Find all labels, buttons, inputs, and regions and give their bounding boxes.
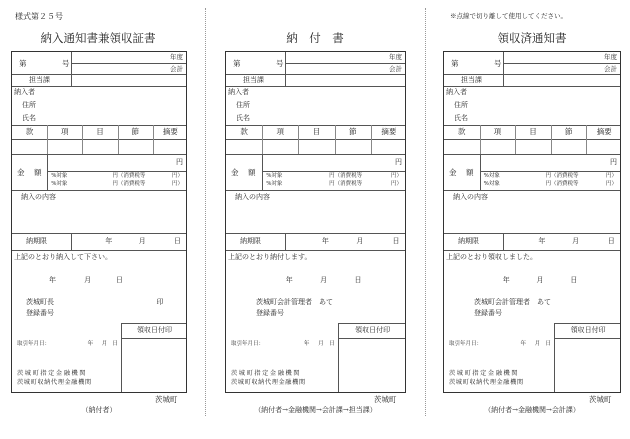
amount-label-kin: 金 <box>449 168 457 177</box>
receipt-stamp-area <box>554 339 620 392</box>
issuer-name: 茨城町長 <box>26 298 54 306</box>
transaction-date-label: 取引年月日： <box>449 341 483 347</box>
divider <box>444 74 620 75</box>
deadline-month: 月 <box>572 237 580 245</box>
tax-row-1-close: 円） <box>605 173 617 179</box>
receipt-stamp-area <box>338 339 405 392</box>
transaction-year: 年 <box>303 341 310 347</box>
divider <box>444 125 620 126</box>
registration-label: 登録番号 <box>256 309 284 317</box>
transaction-date-label: 取引年月日： <box>231 341 265 347</box>
tax-row-1-label: %対象 <box>266 173 283 179</box>
form-title: 領収済通知書 <box>497 31 567 45</box>
divider <box>480 171 620 172</box>
col-tekiyo-header: 摘要 <box>596 127 612 136</box>
routing-note: （納付者→金融機関→会計課→担当課） <box>254 406 377 414</box>
divider <box>554 323 620 324</box>
town-name: 茨城町 <box>374 395 397 404</box>
transaction-month: 月 <box>101 341 108 347</box>
tax-row-1-label: %対象 <box>483 173 500 179</box>
statement-text: 上記のとおり領収しました。 <box>446 253 537 261</box>
deadline-year: 年 <box>321 237 329 245</box>
tax-row-1-yen: 円（消費税等 <box>329 173 363 179</box>
address-label: 住所 <box>236 101 250 109</box>
divider <box>285 52 286 86</box>
divider <box>12 250 186 251</box>
transaction-year: 年 <box>520 341 527 347</box>
divider <box>12 233 186 234</box>
name-label: 氏名 <box>454 114 468 122</box>
registration-label: 登録番号 <box>26 309 54 317</box>
tax-row-2-close: 円） <box>171 181 183 187</box>
deadline-label: 納期限 <box>458 237 479 245</box>
col-moku-header: 目 <box>529 127 537 136</box>
divider <box>515 125 516 154</box>
tax-row-1-label: %対象 <box>51 173 68 179</box>
bank-designated: 茨城町指定金融機関 <box>449 370 520 377</box>
tax-row-1-close: 円） <box>390 173 402 179</box>
divider <box>586 125 587 154</box>
col-moku-header: 目 <box>96 127 104 136</box>
number-prefix-label: 第 <box>451 59 459 68</box>
amount-label-kin: 金 <box>17 168 25 177</box>
number-prefix-label: 第 <box>233 59 241 68</box>
transaction-day: 日 <box>545 341 551 347</box>
deadline-month: 月 <box>356 237 364 245</box>
name-label: 氏名 <box>22 114 36 122</box>
tax-row-2-label: %対象 <box>51 181 68 187</box>
transaction-month: 月 <box>318 341 324 347</box>
divider <box>226 125 405 126</box>
transaction-month: 月 <box>534 341 541 347</box>
divider <box>226 86 405 87</box>
account-label: 会計 <box>170 65 183 73</box>
tax-row-2-close: 円） <box>605 181 617 187</box>
transaction-year: 年 <box>87 341 94 347</box>
amount-label-gaku: 額 <box>34 168 42 177</box>
col-moku-header: 目 <box>312 127 321 136</box>
number-suffix-label: 号 <box>276 59 284 68</box>
issuer-name: 茨城町会計管理者 あて <box>474 298 551 306</box>
receipt-stamp-area <box>121 339 186 392</box>
divider <box>47 171 186 172</box>
content-label: 納入の内容 <box>453 193 488 201</box>
amount-yen: 円 <box>610 158 617 166</box>
name-label: 氏名 <box>236 114 250 122</box>
divider <box>226 139 405 140</box>
divider <box>71 63 186 64</box>
content-label: 納入の内容 <box>235 193 270 201</box>
payer-label: 納入者 <box>228 88 249 96</box>
divider <box>285 63 405 64</box>
col-tekiyo-header: 摘要 <box>381 127 397 136</box>
divider <box>298 125 299 154</box>
fiscal-year-label: 年度 <box>389 53 402 61</box>
tax-row-2-yen: 円（消費税等 <box>545 181 579 187</box>
divider <box>47 125 48 154</box>
department-label: 担当課 <box>461 76 482 84</box>
divider <box>226 74 405 75</box>
bank-designated: 茨城町指定金融機関 <box>17 370 88 377</box>
divider <box>262 171 405 172</box>
divider <box>12 154 186 155</box>
divider <box>444 154 620 155</box>
town-name: 茨城町 <box>589 395 612 404</box>
number-suffix-label: 号 <box>494 59 502 68</box>
divider <box>335 125 336 154</box>
tax-row-1-yen: 円（消費税等 <box>545 173 579 179</box>
form-title: 納 付 書 <box>286 31 344 45</box>
seal-mark: 印 <box>156 298 164 306</box>
issue-year: 年 <box>48 276 56 284</box>
col-kou-header: 項 <box>276 127 285 136</box>
col-tekiyo-header: 摘要 <box>162 127 178 136</box>
divider <box>118 125 119 154</box>
payer-label: 納入者 <box>14 88 35 96</box>
tax-row-2-close: 円） <box>390 181 402 187</box>
transaction-day: 日 <box>329 341 335 347</box>
divider <box>262 125 263 154</box>
divider <box>12 125 186 126</box>
stamp-header: 領収日付印 <box>137 326 173 334</box>
col-kan-header: 款 <box>25 127 34 136</box>
divider <box>503 52 504 86</box>
divider <box>503 233 504 250</box>
amount-label-gaku: 額 <box>248 168 256 177</box>
town-name: 茨城町 <box>155 395 178 404</box>
issue-year: 年 <box>285 276 293 284</box>
amount-label-kin: 金 <box>231 168 239 177</box>
col-kan-header: 款 <box>458 127 466 136</box>
content-label: 納入の内容 <box>21 193 56 201</box>
divider <box>153 125 154 154</box>
issue-month: 月 <box>536 276 544 284</box>
col-setsu-header: 節 <box>131 127 139 136</box>
stamp-header: 領収日付印 <box>355 326 391 334</box>
deadline-month: 月 <box>138 237 146 245</box>
amount-yen: 円 <box>176 158 183 166</box>
divider <box>444 190 620 191</box>
stamp-header: 領収日付印 <box>570 326 606 334</box>
tax-row-2-yen: 円（消費税等 <box>112 181 146 187</box>
deadline-label: 納期限 <box>240 237 261 245</box>
cut-notice: ※点線で切り離して使用してください。 <box>450 12 567 20</box>
statement-text: 上記のとおり納付します。 <box>228 253 312 261</box>
transaction-day: 日 <box>112 341 118 347</box>
tax-row-1-yen: 円（消費税等 <box>112 173 146 179</box>
divider <box>480 125 481 154</box>
divider <box>71 233 72 250</box>
form-title: 納入通知書兼領収証書 <box>40 31 156 45</box>
tax-row-2-yen: 円（消費税等 <box>329 181 363 187</box>
statement-text: 上記のとおり納入して下さい。 <box>14 253 112 261</box>
divider <box>71 52 72 86</box>
bank-agent: 茨城町収納代理金融機関 <box>17 379 92 386</box>
tax-row-2-label: %対象 <box>266 181 283 187</box>
divider <box>285 233 286 250</box>
fiscal-year-label: 年度 <box>604 53 617 61</box>
divider <box>226 154 405 155</box>
form-number: 様式第２５号 <box>15 12 63 21</box>
divider <box>12 74 186 75</box>
divider <box>226 190 405 191</box>
issue-day: 日 <box>115 276 123 284</box>
issuer-name: 茨城町会計管理者 あて <box>256 298 333 306</box>
divider <box>262 154 263 190</box>
account-label: 会計 <box>604 65 617 73</box>
divider <box>444 139 620 140</box>
divider <box>82 125 83 154</box>
col-kou-header: 項 <box>61 127 69 136</box>
amount-yen: 円 <box>395 158 402 166</box>
bank-agent: 茨城町収納代理金融機関 <box>231 379 306 386</box>
deadline-year: 年 <box>538 237 546 245</box>
routing-note: （納付者） <box>81 406 117 414</box>
tax-row-1-close: 円） <box>171 173 183 179</box>
issue-month: 月 <box>84 276 92 284</box>
col-setsu-header: 節 <box>348 127 357 136</box>
deadline-day: 日 <box>607 237 615 245</box>
deadline-day: 日 <box>392 237 400 245</box>
divider <box>444 86 620 87</box>
issue-day: 日 <box>570 276 578 284</box>
cut-line-right <box>425 8 426 416</box>
divider <box>47 154 48 190</box>
form-frame <box>11 51 187 393</box>
registration-label: 登録番号 <box>474 309 502 317</box>
divider <box>226 250 405 251</box>
col-kan-header: 款 <box>240 127 248 136</box>
issue-year: 年 <box>502 276 510 284</box>
divider <box>551 125 552 154</box>
account-label: 会計 <box>389 65 402 73</box>
tax-row-2-label: %対象 <box>483 181 500 187</box>
issue-day: 日 <box>354 276 362 284</box>
bank-designated: 茨城町指定金融機関 <box>231 370 302 377</box>
col-kou-header: 項 <box>493 127 502 136</box>
bank-agent: 茨城町収納代理金融機関 <box>449 379 524 386</box>
divider <box>121 323 186 324</box>
divider <box>503 63 620 64</box>
transaction-date-label: 取引年月日： <box>17 341 51 347</box>
cut-line-left <box>205 8 206 416</box>
divider <box>338 323 405 324</box>
divider <box>12 190 186 191</box>
deadline-year: 年 <box>105 237 113 245</box>
form-frame <box>225 51 406 393</box>
number-prefix-label: 第 <box>19 59 27 68</box>
department-label: 担当課 <box>29 76 50 84</box>
number-suffix-label: 号 <box>62 59 70 68</box>
deadline-day: 日 <box>173 237 181 245</box>
divider <box>12 139 186 140</box>
col-setsu-header: 節 <box>564 127 573 136</box>
deadline-label: 納期限 <box>26 237 47 245</box>
address-label: 住所 <box>22 101 36 109</box>
divider <box>444 250 620 251</box>
amount-label-gaku: 額 <box>466 168 474 177</box>
divider <box>12 86 186 87</box>
divider <box>444 233 620 234</box>
form-frame <box>443 51 621 393</box>
address-label: 住所 <box>454 101 468 109</box>
divider <box>480 154 481 190</box>
issue-month: 月 <box>320 276 328 284</box>
fiscal-year-label: 年度 <box>170 53 183 61</box>
routing-note: （納付者→金融機関→会計課） <box>484 406 580 414</box>
divider <box>371 125 372 154</box>
payer-label: 納入者 <box>446 88 467 96</box>
divider <box>226 233 405 234</box>
department-label: 担当課 <box>243 76 264 84</box>
